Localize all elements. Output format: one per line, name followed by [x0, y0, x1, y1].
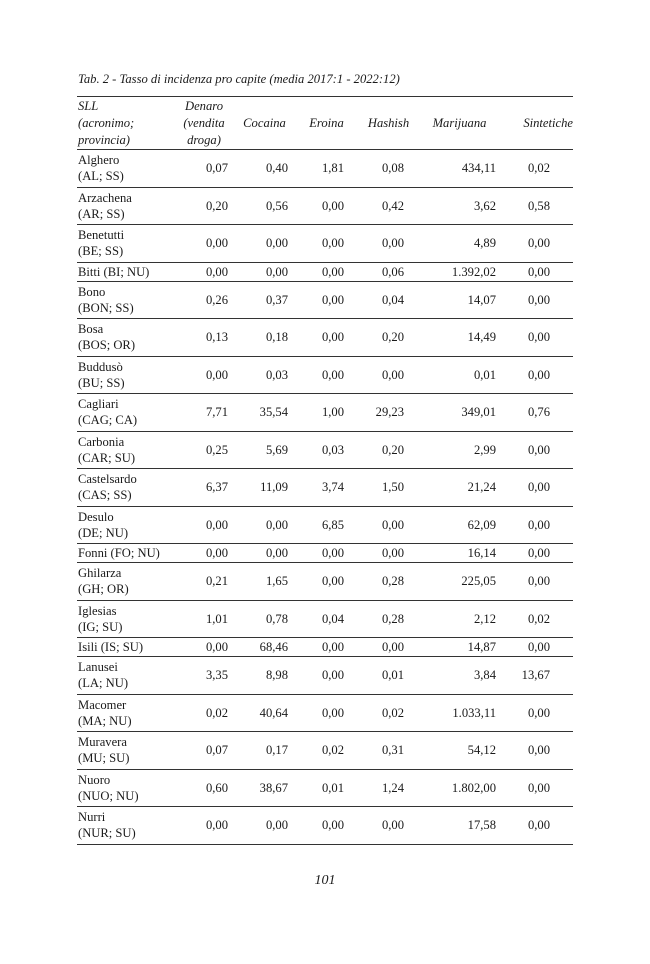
cell-sintetiche: 0,00 — [527, 236, 550, 251]
cell-denaro: 0,02 — [205, 705, 228, 720]
header-marijuana: Marijuana — [432, 115, 487, 130]
table-row — [77, 694, 573, 732]
cell-eroina: 6,85 — [321, 517, 344, 532]
incidence-table — [77, 96, 573, 845]
table-row — [77, 187, 573, 225]
cell-eroina: 0,00 — [321, 198, 344, 213]
cell-denaro: 7,71 — [205, 405, 228, 420]
cell-sintetiche: 0,00 — [527, 818, 550, 833]
cell-marijuana: 54,12 — [467, 743, 496, 758]
cell-marijuana: 349,01 — [461, 405, 496, 420]
cell-marijuana: 2,99 — [473, 442, 496, 457]
cell-eroina: 0,00 — [321, 668, 344, 683]
cell-denaro: 0,21 — [205, 574, 228, 589]
table-caption: Tab. 2 - Tasso di incidenza pro capite (media 2017:1 - 2022:12) — [78, 72, 400, 86]
cell-eroina: 0,00 — [321, 264, 344, 279]
cell-cocaina: 0,40 — [265, 161, 288, 176]
cell-marijuana: 3,84 — [473, 668, 496, 683]
cell-marijuana: 16,14 — [467, 546, 496, 560]
cell-cocaina: 0,00 — [265, 818, 288, 833]
table-row — [77, 769, 573, 807]
cell-hashish: 0,01 — [381, 668, 404, 683]
cell-cocaina: 0,78 — [265, 611, 288, 626]
cell-sintetiche: 0,00 — [527, 480, 550, 495]
cell-cocaina: 0,37 — [265, 292, 288, 307]
cell-sintetiche: 0,02 — [527, 611, 550, 626]
cell-marijuana: 1.392,02 — [451, 264, 496, 279]
table-row — [77, 150, 573, 188]
cell-sintetiche: 0,00 — [527, 264, 550, 279]
row-sll-name: Carbonia (CAR; SU) — [78, 434, 136, 465]
cell-sintetiche: 0,00 — [527, 546, 550, 560]
cell-marijuana: 0,01 — [473, 367, 496, 382]
cell-cocaina: 68,46 — [259, 640, 288, 654]
cell-eroina: 0,00 — [321, 292, 344, 307]
cell-hashish: 0,42 — [381, 198, 404, 213]
row-sll-name: Castelsardo (CAS; SS) — [78, 472, 137, 503]
cell-hashish: 0,20 — [381, 442, 404, 457]
cell-sintetiche: 0,00 — [527, 743, 550, 758]
cell-eroina: 3,74 — [321, 480, 344, 495]
row-sll-name: Bosa (BOS; OR) — [78, 322, 136, 353]
header-denaro: Denaro (vendita droga) — [183, 98, 225, 147]
row-sll-name: Cagliari (CAG; CA) — [78, 397, 138, 428]
table-row — [77, 563, 573, 601]
table-row — [77, 319, 573, 357]
cell-sintetiche: 0,00 — [527, 705, 550, 720]
cell-cocaina: 40,64 — [259, 705, 288, 720]
cell-marijuana: 3,62 — [473, 198, 496, 213]
cell-denaro: 0,00 — [205, 236, 228, 251]
row-sll-name: Bitti (BI; NU) — [78, 264, 150, 279]
cell-sintetiche: 0,58 — [527, 198, 550, 213]
cell-cocaina: 0,03 — [265, 367, 288, 382]
row-sll-name: Buddusò (BU; SS) — [78, 359, 125, 390]
header-sll: SLL (acronimo; provincia) — [78, 98, 135, 147]
cell-denaro: 0,07 — [205, 161, 228, 176]
cell-eroina: 0,04 — [321, 611, 344, 626]
cell-cocaina: 0,00 — [265, 517, 288, 532]
cell-marijuana: 434,11 — [461, 161, 496, 176]
cell-marijuana: 2,12 — [473, 611, 496, 626]
cell-denaro: 0,13 — [205, 330, 228, 345]
cell-hashish: 0,00 — [381, 517, 404, 532]
table-row — [77, 262, 573, 281]
cell-sintetiche: 0,00 — [527, 574, 550, 589]
cell-hashish: 1,50 — [381, 480, 404, 495]
row-sll-name: Nuoro (NUO; NU) — [78, 772, 139, 803]
table-row — [77, 431, 573, 469]
cell-denaro: 0,60 — [205, 780, 228, 795]
cell-eroina: 0,00 — [321, 574, 344, 589]
cell-denaro: 1,01 — [205, 611, 228, 626]
cell-marijuana: 1.033,11 — [452, 705, 496, 720]
cell-hashish: 29,23 — [375, 405, 404, 420]
cell-sintetiche: 13,67 — [521, 668, 550, 683]
cell-cocaina: 0,56 — [265, 198, 288, 213]
cell-marijuana: 14,49 — [467, 330, 496, 345]
cell-eroina: 0,00 — [321, 546, 344, 560]
cell-denaro: 0,00 — [205, 640, 228, 654]
cell-marijuana: 17,58 — [467, 818, 496, 833]
cell-hashish: 0,00 — [381, 546, 404, 560]
cell-eroina: 0,02 — [321, 743, 344, 758]
cell-hashish: 0,28 — [381, 574, 404, 589]
cell-hashish: 0,00 — [381, 818, 404, 833]
row-sll-name: Iglesias (IG; SU) — [78, 603, 123, 634]
table-row — [77, 506, 573, 544]
table-row — [77, 281, 573, 319]
cell-cocaina: 0,00 — [265, 264, 288, 279]
row-sll-name: Ghilarza (GH; OR) — [78, 566, 129, 597]
cell-marijuana: 4,89 — [473, 236, 496, 251]
row-sll-name: Alghero (AL; SS) — [78, 153, 124, 184]
cell-denaro: 6,37 — [205, 480, 228, 495]
cell-marijuana: 21,24 — [467, 480, 496, 495]
row-sll-name: Bono (BON; SS) — [78, 284, 134, 315]
table-row — [77, 544, 573, 563]
cell-cocaina: 38,67 — [259, 780, 288, 795]
cell-denaro: 0,25 — [205, 442, 228, 457]
cell-cocaina: 0,00 — [265, 236, 288, 251]
cell-marijuana: 62,09 — [467, 517, 496, 532]
header-sintetiche: Sintetiche — [523, 115, 573, 130]
row-sll-name: Macomer (MA; NU) — [78, 697, 132, 728]
cell-eroina: 0,01 — [321, 780, 344, 795]
table-row — [77, 638, 573, 657]
page-number: 101 — [314, 873, 336, 888]
cell-sintetiche: 0,76 — [527, 405, 550, 420]
cell-sintetiche: 0,00 — [527, 442, 550, 457]
cell-hashish: 0,00 — [381, 367, 404, 382]
cell-cocaina: 5,69 — [265, 442, 288, 457]
row-sll-name: Muravera (MU; SU) — [78, 735, 130, 766]
cell-eroina: 0,00 — [321, 818, 344, 833]
cell-hashish: 0,02 — [381, 705, 404, 720]
cell-hashish: 0,08 — [381, 161, 404, 176]
table-header-row — [77, 97, 573, 150]
cell-cocaina: 0,00 — [265, 546, 288, 560]
cell-hashish: 0,31 — [381, 743, 404, 758]
table-row — [77, 657, 573, 695]
table-row — [77, 732, 573, 770]
header-eroina: Eroina — [309, 115, 344, 130]
cell-cocaina: 11,09 — [260, 480, 288, 495]
cell-sintetiche: 0,00 — [527, 330, 550, 345]
cell-hashish: 1,24 — [381, 780, 404, 795]
row-sll-name: Desulo (DE; NU) — [78, 509, 129, 540]
row-sll-name: Benetutti (BE; SS) — [78, 228, 125, 259]
table-row — [77, 225, 573, 263]
cell-sintetiche: 0,00 — [527, 780, 550, 795]
row-sll-name: Arzachena (AR; SS) — [78, 190, 132, 221]
cell-cocaina: 1,65 — [265, 574, 288, 589]
cell-marijuana: 14,87 — [467, 640, 496, 654]
cell-eroina: 0,00 — [321, 640, 344, 654]
cell-denaro: 0,00 — [205, 818, 228, 833]
cell-hashish: 0,04 — [381, 292, 404, 307]
cell-denaro: 0,26 — [205, 292, 228, 307]
table-body — [77, 150, 573, 845]
cell-cocaina: 0,18 — [265, 330, 288, 345]
cell-marijuana: 225,05 — [461, 574, 496, 589]
table-row — [77, 469, 573, 507]
cell-denaro: 0,00 — [205, 264, 228, 279]
cell-hashish: 0,00 — [381, 640, 404, 654]
cell-sintetiche: 0,02 — [527, 161, 550, 176]
cell-sintetiche: 0,00 — [527, 517, 550, 532]
cell-marijuana: 14,07 — [467, 292, 496, 307]
cell-denaro: 0,00 — [205, 546, 228, 560]
header-hashish: Hashish — [367, 115, 410, 130]
cell-marijuana: 1.802,00 — [451, 780, 496, 795]
row-sll-name: Lanusei (LA; NU) — [78, 660, 129, 691]
cell-eroina: 0,00 — [321, 236, 344, 251]
cell-eroina: 1,81 — [321, 161, 344, 176]
cell-hashish: 0,00 — [381, 236, 404, 251]
table-row — [77, 600, 573, 638]
header-cocaina: Cocaina — [243, 115, 286, 130]
cell-sintetiche: 0,00 — [527, 640, 550, 654]
cell-denaro: 0,20 — [205, 198, 228, 213]
cell-denaro: 0,07 — [205, 743, 228, 758]
cell-cocaina: 8,98 — [265, 668, 288, 683]
cell-denaro: 0,00 — [205, 517, 228, 532]
cell-eroina: 0,00 — [321, 330, 344, 345]
cell-hashish: 0,20 — [381, 330, 404, 345]
cell-sintetiche: 0,00 — [527, 292, 550, 307]
row-sll-name: Isili (IS; SU) — [78, 640, 144, 654]
cell-hashish: 0,28 — [381, 611, 404, 626]
page-content — [77, 72, 573, 845]
row-sll-name: Nurri (NUR; SU) — [78, 810, 136, 841]
table-row — [77, 394, 573, 432]
row-sll-name: Fonni (FO; NU) — [78, 546, 160, 560]
cell-eroina: 1,00 — [321, 405, 344, 420]
table-row — [77, 356, 573, 394]
cell-cocaina: 0,17 — [265, 743, 288, 758]
cell-sintetiche: 0,00 — [527, 367, 550, 382]
table-row — [77, 807, 573, 845]
cell-eroina: 0,00 — [321, 367, 344, 382]
cell-denaro: 0,00 — [205, 367, 228, 382]
cell-cocaina: 35,54 — [259, 405, 288, 420]
cell-eroina: 0,03 — [321, 442, 344, 457]
cell-eroina: 0,00 — [321, 705, 344, 720]
cell-hashish: 0,06 — [381, 264, 404, 279]
cell-denaro: 3,35 — [205, 668, 228, 683]
